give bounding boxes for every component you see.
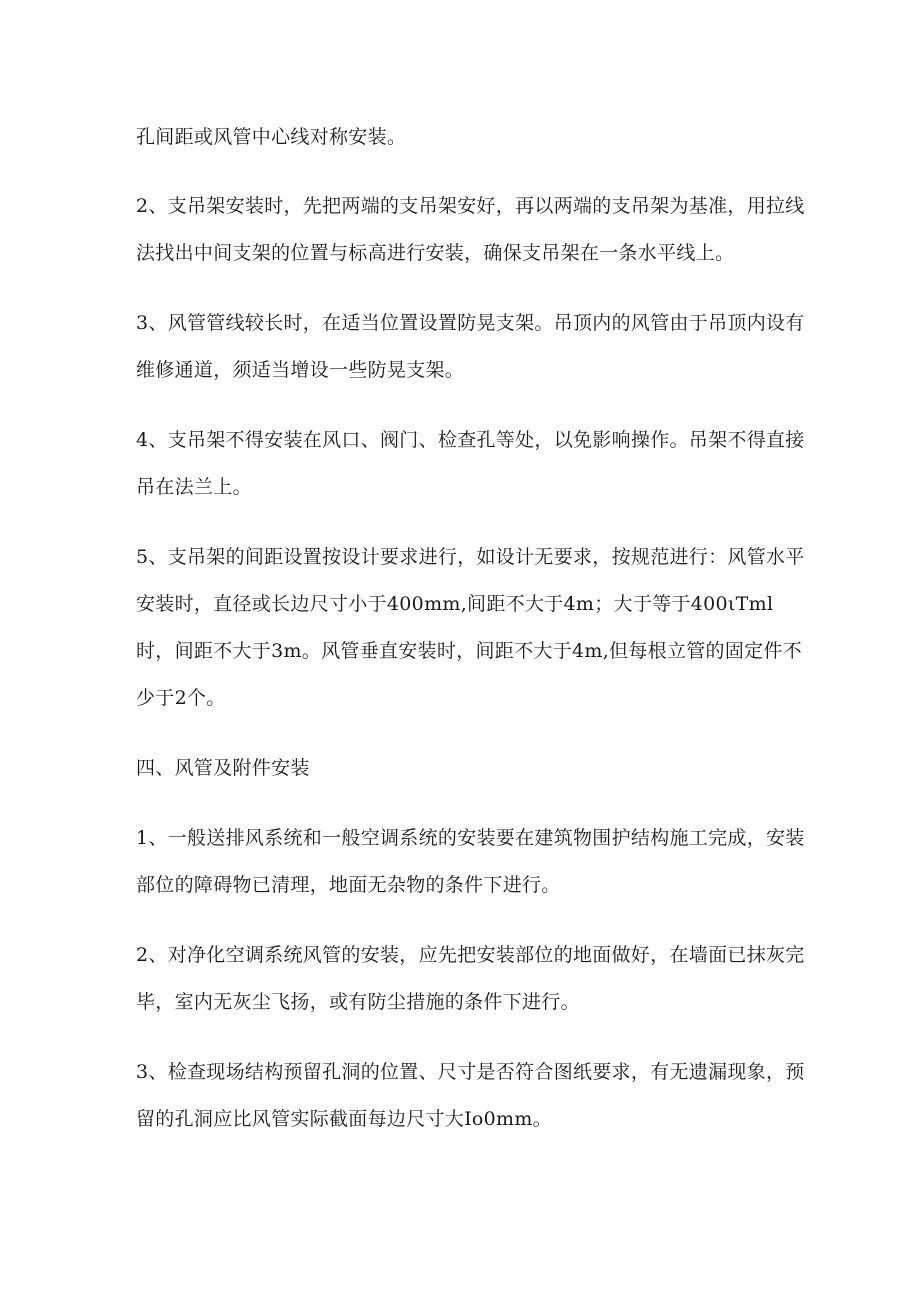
text-line: 维修通道，须适当增设一些防晃支架。	[136, 359, 465, 381]
text-line: 4、支吊架不得安装在风口、阀门、检查孔等处，以免影响操作。吊架不得直接	[136, 429, 805, 451]
text-line: 3、检查现场结构预留孔洞的位置、尺寸是否符合图纸要求，有无遗漏现象，预	[136, 1061, 805, 1083]
text-line: 2、支吊架安装时，先把两端的支吊架安好，再以两端的支吊架为基准，用拉线	[136, 195, 805, 217]
text-line: 3、风管管线较长时，在适当位置设置防晃支架。吊顶内的风管由于吊顶内设有	[136, 312, 805, 334]
text-line: 1、一般送排风系统和一般空调系统的安装要在建筑物围护结构施工完成，安装	[136, 827, 805, 849]
text-line: 2、对净化空调系统风管的安装，应先把安装部位的地面做好，在墙面已抹灰完	[136, 944, 805, 966]
text-line: 部位的障碍物已清理，地面无杂物的条件下进行。	[136, 874, 561, 896]
text-line: 少于2个。	[136, 687, 226, 709]
text-line: 孔间距或风管中心线对称安装。	[136, 126, 407, 148]
text-line: 安装时，直径或长边尺寸小于400mm,间距不大于4m；大于等于400ιTml	[136, 593, 774, 615]
text-line: 法找出中间支架的位置与标高进行安装，确保支吊架在一条水平线上。	[136, 242, 735, 264]
text-line: 吊在法兰上。	[136, 476, 252, 498]
text-line: 毕，室内无灰尘飞扬，或有防尘措施的条件下进行。	[136, 991, 580, 1013]
text-line: 时，间距不大于3m。风管垂直安装时，间距不大于4m,但每根立管的固定件不	[136, 640, 803, 662]
text-line: 留的孔洞应比风管实际截面每边尺寸大Io0mm。	[136, 1108, 552, 1130]
text-line: 5、支吊架的间距设置按设计要求进行，如设计无要求，按规范进行：风管水平	[136, 546, 805, 568]
section-heading: 四、风管及附件安装	[136, 757, 310, 779]
